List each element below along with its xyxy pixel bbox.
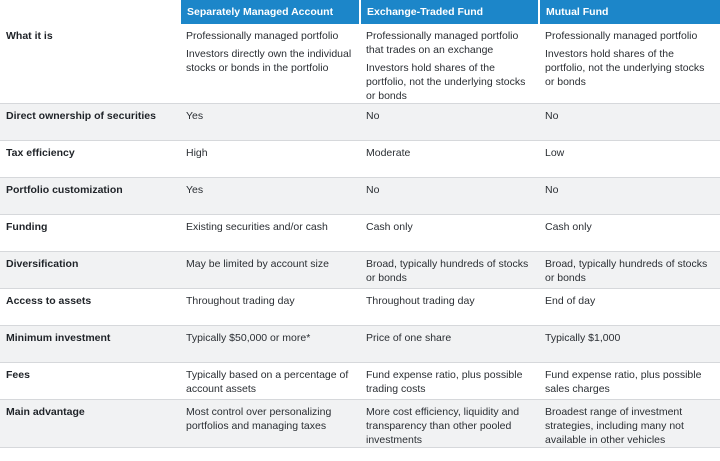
cell-etf: Broad, typically hundreds of stocks or bonds [360, 252, 539, 289]
row-portfolio-customization [0, 178, 720, 215]
cell-etf: More cost efficiency, liquidity and transparency than other pooled investments [360, 400, 539, 448]
row-label: Access to assets [0, 289, 180, 326]
cell-mutual-fund: Cash only [539, 215, 720, 252]
row-label: Portfolio customization [0, 178, 180, 215]
cell-etf: No [360, 178, 539, 215]
header-etf: Exchange-Traded Fund [360, 0, 539, 24]
row-access-to-assets [0, 289, 720, 326]
cell-text: Professionally managed portfolio [545, 30, 698, 42]
cell-text: Professionally managed portfolio that trades on an exchange [366, 30, 519, 56]
cell-etf: Throughout trading day [360, 289, 539, 326]
row-label: What it is [0, 24, 180, 104]
row-diversification [0, 252, 720, 289]
cell-mutual-fund: Fund expense ratio, plus possible sales charges [539, 363, 720, 400]
cell-text: Investors hold shares of the portfolio, not the underlying stocks or bonds [545, 48, 705, 88]
cell-mutual-fund: No [539, 178, 720, 215]
cell-sma [180, 24, 360, 104]
cell-sma: Yes [180, 104, 360, 141]
cell-mutual-fund: End of day [539, 289, 720, 326]
cell-mutual-fund: Broadest range of investment strategies, including many not available in other vehicles [539, 400, 720, 448]
header-row [0, 0, 720, 24]
cell-sma: Existing securities and/or cash [180, 215, 360, 252]
cell-sma: Throughout trading day [180, 289, 360, 326]
cell-sma: Typically based on a percentage of account assets [180, 363, 360, 400]
cell-etf: Price of one share [360, 326, 539, 363]
cell-text: Investors hold shares of the portfolio, not the underlying stocks or bonds [366, 62, 526, 102]
row-minimum-investment [0, 326, 720, 363]
header-mutual-fund: Mutual Fund [539, 0, 720, 24]
cell-text: Professionally managed portfolio [186, 30, 339, 42]
row-label: Main advantage [0, 400, 180, 448]
cell-mutual-fund: Broad, typically hundreds of stocks or bonds [539, 252, 720, 289]
cell-sma: Yes [180, 178, 360, 215]
cell-sma: Most control over personalizing portfolios and managing taxes [180, 400, 360, 448]
row-tax-efficiency [0, 141, 720, 178]
row-label: Tax efficiency [0, 141, 180, 178]
cell-etf: No [360, 104, 539, 141]
header-sma: Separately Managed Account [180, 0, 360, 24]
row-label: Funding [0, 215, 180, 252]
cell-sma: High [180, 141, 360, 178]
cell-sma: May be limited by account size [180, 252, 360, 289]
row-fees [0, 363, 720, 400]
cell-etf: Cash only [360, 215, 539, 252]
row-label: Diversification [0, 252, 180, 289]
row-label: Fees [0, 363, 180, 400]
cell-text: Investors directly own the individual stocks or bonds in the portfolio [186, 48, 352, 74]
cell-mutual-fund: Low [539, 141, 720, 178]
cell-mutual-fund: No [539, 104, 720, 141]
cell-etf: Fund expense ratio, plus possible trading costs [360, 363, 539, 400]
row-direct-ownership [0, 104, 720, 141]
row-what-it-is [0, 24, 720, 104]
row-funding [0, 215, 720, 252]
cell-mutual-fund: Typically $1,000 [539, 326, 720, 363]
cell-sma: Typically $50,000 or more* [180, 326, 360, 363]
row-label: Minimum investment [0, 326, 180, 363]
row-main-advantage [0, 400, 720, 448]
cell-mutual-fund [539, 24, 720, 104]
cell-etf: Moderate [360, 141, 539, 178]
cell-etf [360, 24, 539, 104]
header-blank [0, 0, 180, 24]
row-label: Direct ownership of securities [0, 104, 180, 141]
